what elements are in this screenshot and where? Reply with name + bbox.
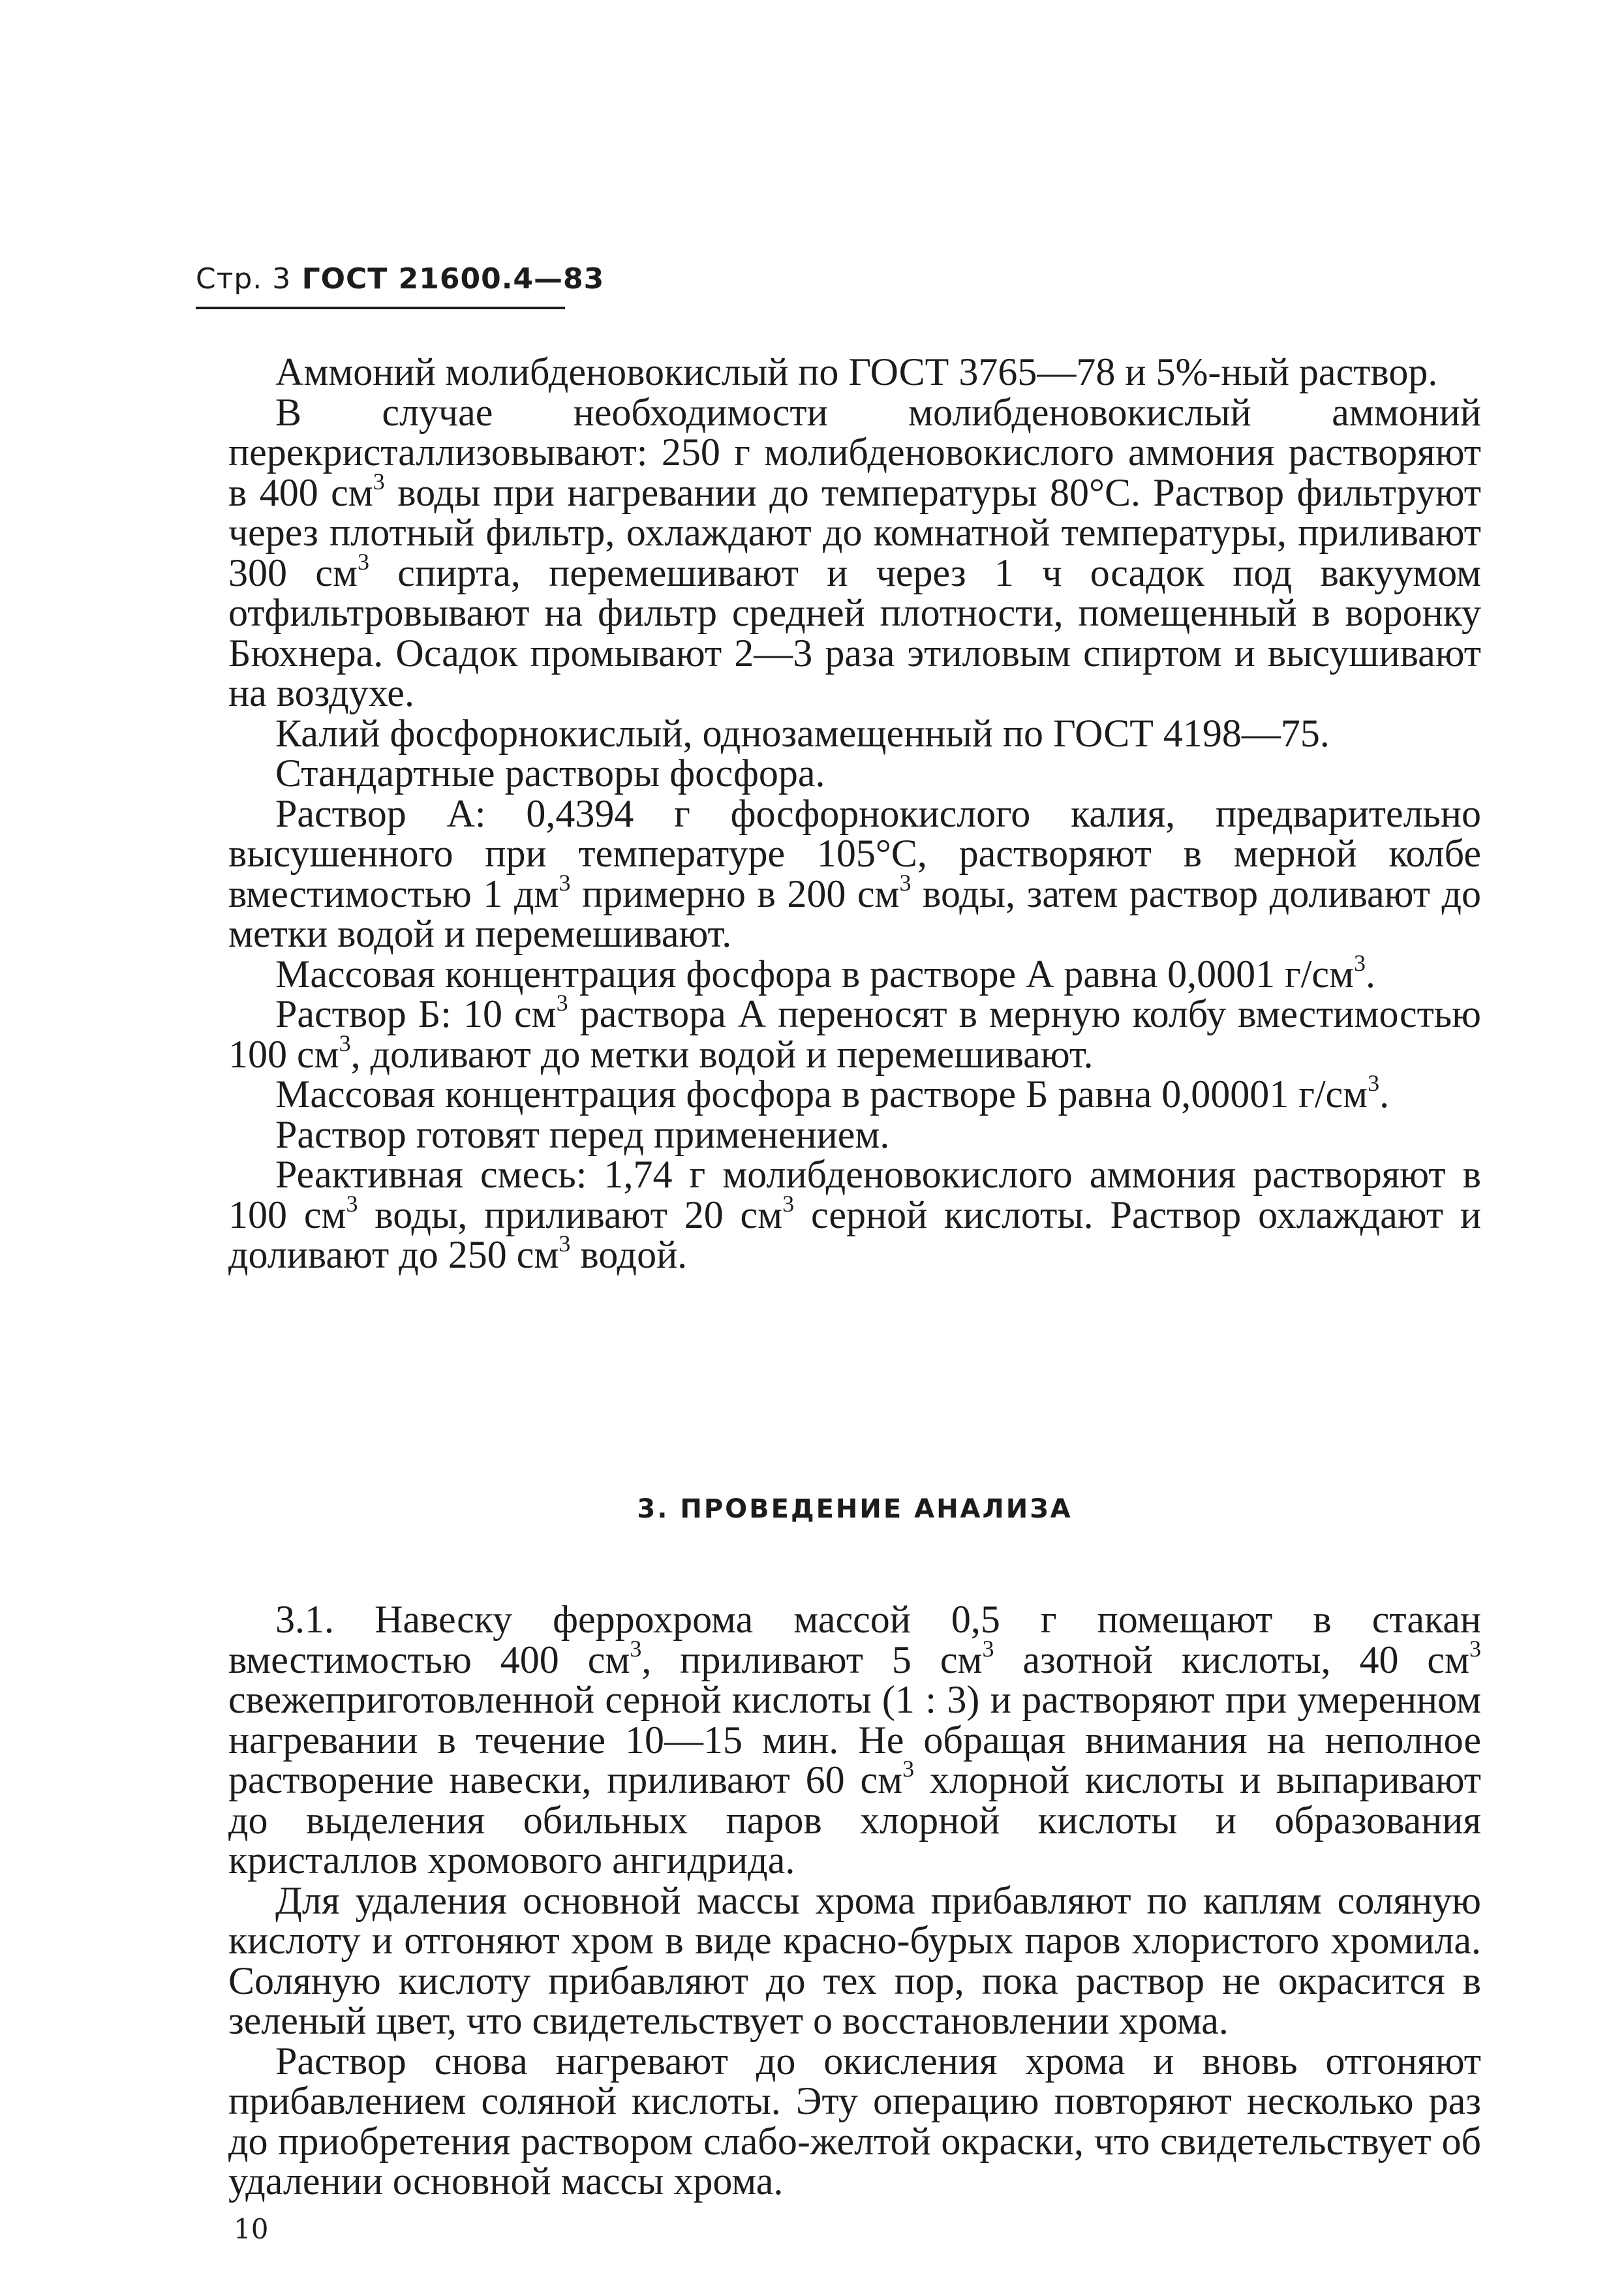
superscript: 3 <box>1469 1635 1481 1662</box>
superscript: 3 <box>982 1635 994 1662</box>
text-run: водой. <box>570 1233 688 1276</box>
superscript: 3 <box>630 1635 642 1662</box>
text-run: Массовая концентрация фосфора в растворе А равна 0,0001 г/см <box>275 952 1354 996</box>
text-run: , приливают 5 см <box>641 1638 983 1681</box>
superscript: 3 <box>902 1755 915 1782</box>
text-run: азотной кислоты, 40 см <box>994 1638 1469 1681</box>
reagents-text-block <box>228 352 1481 1276</box>
text-run: Аммоний молибденовокислый по ГОСТ 3765—78 и 5%-ный раствор. <box>275 350 1438 393</box>
paragraph <box>228 989 1481 1076</box>
text-run: воды при нагревании до температуры 80°С. Раствор фильтруют через плотный фильтр, охлаждают до комнатной температуры, приливают 300 см <box>228 470 1481 594</box>
superscript: 3 <box>559 1230 571 1257</box>
text-run: , доливают до метки водой и перемешивают. <box>350 1032 1094 1076</box>
paragraph <box>228 352 1481 393</box>
superscript: 3 <box>559 869 571 896</box>
superscript: 3 <box>1368 1069 1380 1096</box>
page-number: 10 <box>234 2213 269 2245</box>
paragraph <box>228 390 1481 714</box>
paragraph <box>228 2041 1481 2202</box>
paragraph <box>228 949 1481 996</box>
paragraph <box>228 711 1481 755</box>
paragraph <box>228 1878 1481 2042</box>
page-label: Стр. 3 <box>196 262 292 296</box>
superscript: 3 <box>1354 949 1366 976</box>
text-run: Для удаления основной массы хрома прибавляют по каплям соляную кислоту и отгоняют хром в виде красно-бурых паров хлористого хромила. Соляную кислоту прибавляют до тех пор, пока раствор не окрасится в зеленый цвет, что свидетельствует о восстановлении хрома. <box>228 1878 1481 2042</box>
text-run: . <box>1379 1073 1390 1116</box>
text-run: . <box>1366 952 1375 996</box>
text-run: Калий фосфорнокислый, однозамещенный по ГОСТ 4198—75. <box>275 711 1330 755</box>
text-run: примерно в 200 см <box>570 872 900 915</box>
text-run: Раствор Б: 10 см <box>275 992 557 1035</box>
text-run: Реактивная смесь: 1,74 г молибденовокислого аммония растворяют в 100 см <box>228 1153 1481 1236</box>
text-run: В случае необходимости молибденовокислый аммоний перекристаллизовывают: 250 г молибденовокислого аммония растворяют в 400 см <box>228 390 1481 514</box>
superscript: 3 <box>339 1030 351 1056</box>
paragraph <box>228 1600 1481 1881</box>
superscript: 3 <box>782 1190 795 1217</box>
superscript: 3 <box>346 1190 358 1217</box>
superscript: 3 <box>899 869 912 896</box>
document-code: ГОСТ 21600.4—83 <box>301 262 605 296</box>
text-run: Раствор снова нагревают до окисления хрома и вновь отгоняют прибавлением соляной кислоты. Эту операцию повторяют несколько раз до приобретения раствором слабо-желтой окраски, что свидетельствует об удалении основной массы хрома. <box>228 2039 1481 2203</box>
paragraph <box>228 1155 1481 1276</box>
superscript: 3 <box>373 468 385 495</box>
text-run: серной кислоты. Раствор охлаждают и доливают до 250 см <box>228 1193 1481 1276</box>
paragraph <box>228 791 1481 955</box>
text-run: Массовая концентрация фосфора в растворе Б равна 0,00001 г/см <box>275 1073 1368 1116</box>
paragraph <box>228 1069 1481 1116</box>
text-run: раствора А переносят в мерную колбу вместимостью 100 см <box>228 992 1481 1076</box>
text-run: свежеприготовленной серной кислоты (1 : 3) и растворяют при умеренном нагревании в течение 10—15 мин. Не обращая внимания на неполное растворение навески, приливают 60 см <box>228 1678 1481 1801</box>
analysis-text-block <box>228 1600 1481 2202</box>
text-run: Раствор А: 0,4394 г фосфорнокислого калия, предварительно высушенного при температуре 105°С, растворяют в мерной колбе вместимостью 1 дм <box>228 791 1481 915</box>
text-run: Стандартные растворы фосфора. <box>275 752 825 795</box>
section-heading: 3. ПРОВЕДЕНИЕ АНАЛИЗА <box>637 1494 1073 1524</box>
text-run: хлорной кислоты и выпаривают до выделения обильных паров хлорной кислоты и образования кристаллов хромового ангидрида. <box>228 1758 1481 1882</box>
text-run: 3.1. Навеску феррохрома массой 0,5 г помещают в стакан вместимостью 400 см <box>228 1598 1481 1681</box>
text-run: воды, приливают 20 см <box>358 1193 783 1236</box>
superscript: 3 <box>357 548 369 575</box>
text-run: воды, затем раствор доливают до метки водой и перемешивают. <box>228 872 1481 955</box>
text-run: спирта, перемешивают и через 1 ч осадок под вакуумом отфильтровывают на фильтр средней плотности, помещенный в воронку Бюхнера. Осадок промывают 2—3 раза этиловым спиртом и высушивают на воздухе. <box>228 551 1481 714</box>
header-rule <box>196 307 565 309</box>
text-run: Раствор готовят перед применением. <box>275 1112 890 1156</box>
running-header <box>196 262 604 296</box>
superscript: 3 <box>556 989 568 1016</box>
paragraph <box>228 754 1481 794</box>
paragraph <box>228 1112 1481 1156</box>
